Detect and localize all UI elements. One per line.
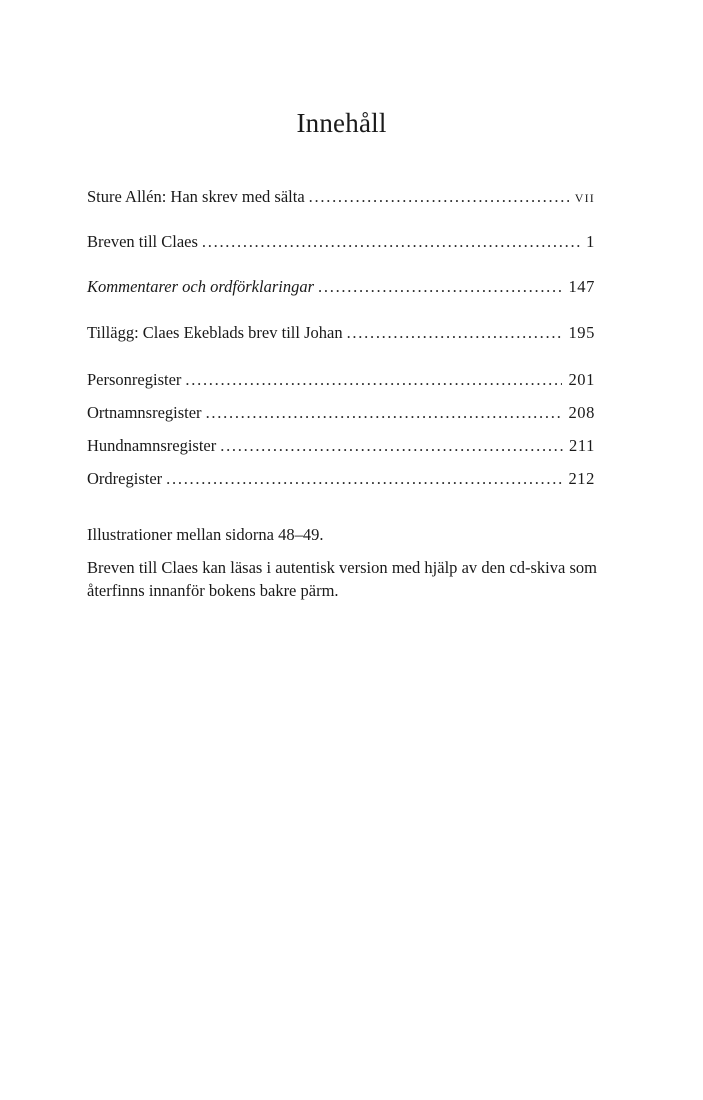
toc-entry-page: 195: [568, 323, 595, 342]
toc-entry-page: 1: [586, 232, 595, 251]
illustrations-note: Illustrationer mellan sidorna 48–49.: [87, 525, 324, 544]
toc-entry-page: 147: [568, 277, 595, 296]
toc-entry-label: Tillägg: Claes Ekeblads brev till Johan: [87, 323, 343, 342]
toc-entry-label: Personregister: [87, 370, 182, 389]
toc-dot-leader: [206, 402, 563, 424]
toc-entry: [87, 468, 595, 490]
toc-entry-label: Hundnamnsregister: [87, 436, 217, 455]
toc-entry-page: vii: [574, 187, 595, 206]
toc-dot-leader: [309, 186, 569, 208]
toc-dot-leader: [220, 435, 563, 457]
toc-entry-label: Ortnamnsregister: [87, 403, 202, 422]
toc-entry-label: Sture Allén: Han skrev med sälta: [87, 187, 305, 206]
toc-entry-page: 212: [568, 469, 595, 488]
toc-dot-leader: [347, 322, 563, 344]
toc-dot-leader: [318, 276, 562, 298]
toc-entry-page: 201: [568, 370, 595, 389]
toc-entry-label: Kommentarer och ordförklaringar: [87, 277, 315, 296]
toc-entry-label: Breven till Claes: [87, 232, 198, 251]
toc-entry: [87, 435, 595, 457]
toc-entry: [87, 186, 595, 208]
toc-entry-page: 211: [569, 436, 595, 455]
toc-entry: [87, 402, 595, 424]
toc-entry: [87, 276, 595, 298]
toc-dot-leader: [202, 231, 580, 253]
toc-dot-leader: [185, 369, 562, 391]
toc-entry-page: 208: [568, 403, 595, 422]
toc-dot-leader: [166, 468, 562, 490]
page-title: Innehåll: [296, 108, 387, 138]
toc-entry: [87, 322, 595, 344]
cd-note: Breven till Claes kan läsas i autentisk version med hjälp av den cd-skiva som återfinns innanför bokens bakre pärm.: [87, 558, 597, 600]
toc-entry-label: Ordregister: [87, 469, 163, 488]
toc-entry: [87, 231, 595, 253]
toc-entry: [87, 369, 595, 391]
